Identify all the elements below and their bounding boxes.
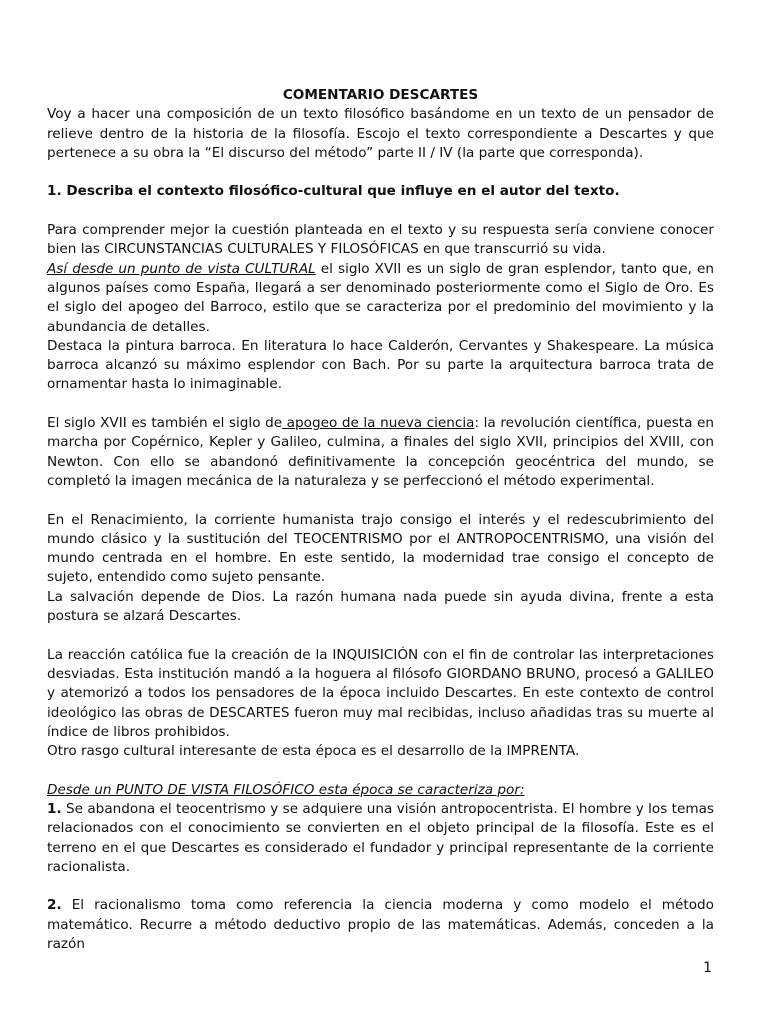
paragraph-renaissance: En el Renacimiento, la corriente humanista trajo consigo el interés y el redescubrimiento del mundo clásico y la sustitución del TEOCENTRISMO por el ANTROPOCENTRISMO, una visión del mundo centrada en el hombre. En este sentido, la modernidad trae consigo el concepto de sujeto, entendido como sujeto pensante. — [47, 511, 714, 586]
paragraph-circumstances: Para comprender mejor la cuestión planteada en el texto y su respuesta sería conviene conocer bien las CIRCUNSTANCIAS CULTURALES Y FILOSÓFICAS en que transcurrió su vida. — [47, 222, 714, 258]
item-2-text: El racionalismo toma como referencia la ciencia moderna y como modelo el método matemático. Recurre a método deductivo propio de las matemáticas. Además, conceden a la razón — [47, 897, 714, 953]
science-text-a: El siglo XVII es también el siglo de — [47, 415, 283, 432]
paragraph-baroque: Destaca la pintura barroca. En literatura lo hace Calderón, Cervantes y Shakespeare. La música barroca alcanzó su máximo esplendor con Bach. Por su parte la arquitectura barroca trata de ornamentar hasta lo inimaginable. — [47, 337, 714, 393]
paragraph-science — [47, 414, 714, 491]
intro-paragraph: Voy a hacer una composición de un texto filosófico basándome en un texto de un pensador de relieve dentro de la historia de la filosofía. Escojo el texto correspondiente a Descartes y que pertenece a su obra la “El discurso del método” parte II / IV (la parte que corresponda). — [47, 106, 714, 161]
paragraph-philosophical-lead — [47, 781, 714, 800]
list-item-2 — [47, 896, 714, 954]
science-underlined: apogeo de la nueva ciencia — [282, 415, 475, 432]
cultural-rest: el siglo XVII es un siglo de gran esplendor, tanto que, en algunos países como España, llegará a ser denominado posteriormente como el Siglo de Oro. Es el siglo del apogeo del Barroco, estilo que se caracteriza por el predominio del movimiento y la abundancia de detalles. — [47, 260, 715, 335]
list-item-1 — [47, 800, 714, 877]
paragraph-inquisition: La reacción católica fue la creación de la INQUISICIÓN con el fin de controlar las interpretaciones desviadas. Esta institución mandó a la hoguera al filósofo GIORDANO BRUNO, procesó a GALILEO y atemorizó a todos los pensadores de la época incluido Descartes. En este contexto de control ideológico las obras de DESCARTES fueron muy mal recibidas, incluso añadidas tras su muerte al índice de libros prohibidos. — [47, 646, 714, 740]
cultural-lead: Así desde un punto de vista CULTURAL — [47, 260, 316, 277]
document-body — [47, 86, 714, 954]
page-number: 1 — [703, 960, 712, 976]
science-text-b: : la revolución científica, puesta en marcha por Copérnico, Kepler y Galileo, culmina, a finales del siglo XVII, principios del XVIII, con Newton. Con ello se abandonó definitivamente la concepción geocéntrica del mundo, se completó la imagen mecánica de la naturaleza y se perfeccionó el método experimental. — [47, 415, 714, 489]
item-2-number: 2. — [47, 897, 62, 914]
paragraph-salvation: La salvación depende de Dios. La razón humana nada puede sin ayuda divina, frente a esta postura se alzará Descartes. — [47, 588, 714, 625]
item-1-number: 1. — [47, 800, 62, 817]
document-title: COMENTARIO DESCARTES — [282, 87, 479, 103]
philosophical-lead: Desde un PUNTO DE VISTA FILOSÓFICO esta época se caracteriza por: — [47, 781, 525, 798]
item-1-text: Se abandona el teocentrismo y se adquiere una visión antropocentrista. El hombre y los temas relacionados con el conocimiento se convierten en el objeto principal de la filosofía. Este es el terreno en el que Descartes es considerado el fundador y principal representante de la corriente racionalista. — [47, 800, 714, 875]
paragraph-printing: Otro rasgo cultural interesante de esta época es el desarrollo de la IMPRENTA. — [47, 743, 580, 760]
section-1-heading: 1. Describa el contexto filosófico-cultural que influye en el autor del texto. — [47, 183, 620, 200]
paragraph-cultural — [47, 260, 714, 337]
